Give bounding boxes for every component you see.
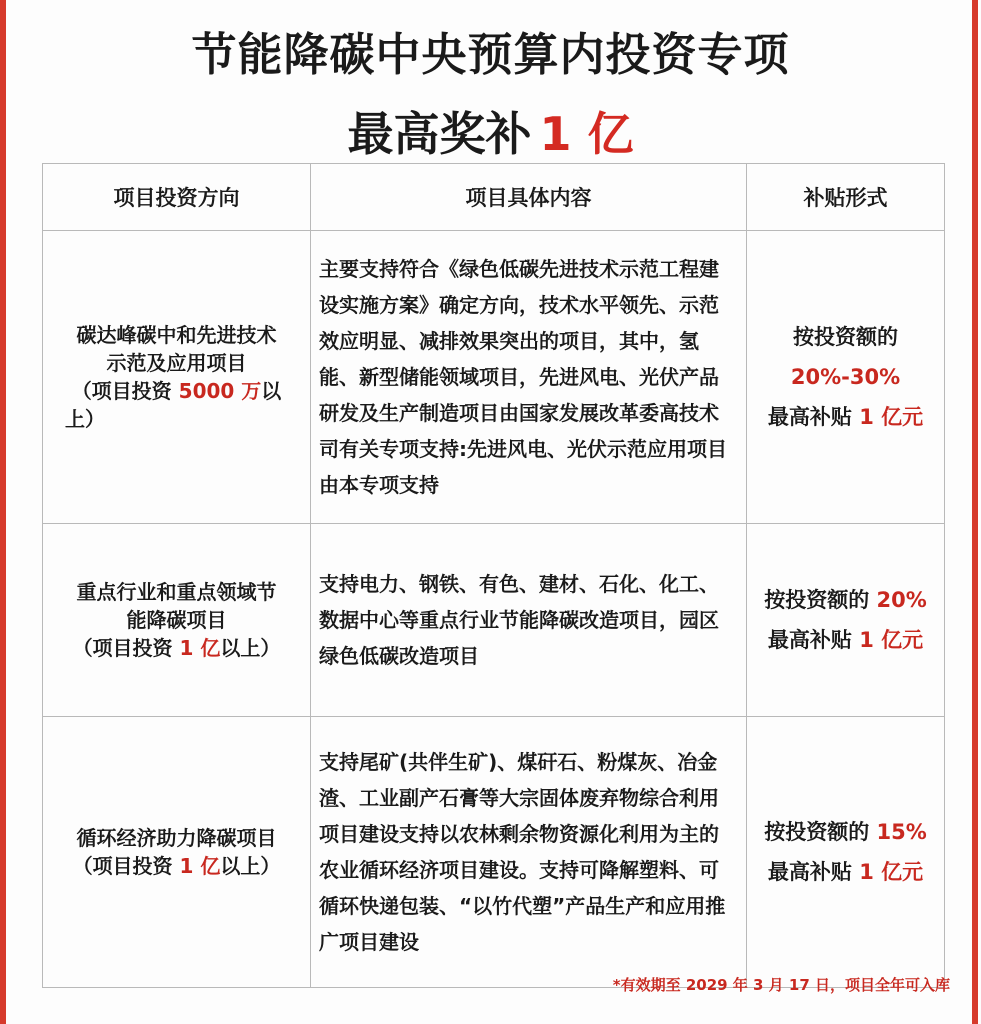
subsidy-basis: 按投资额的 — [793, 325, 898, 349]
content-cell: 主要支持符合《绿色低碳先进技术示范工程建设实施方案》确定方向，技术水平领先、示范效应明显、减排效果突出的项目，其中，氢能、新型储能领域项目，先进风电、光伏产品研发及生产制造项目由国家发展改革委高技术司有关专项支持:先进风电、光伏示范应用项目由本专项支持 — [311, 231, 747, 524]
subsidy-cap-prefix: 最高补贴 — [767, 860, 852, 884]
subsidy-cap — [751, 852, 940, 892]
header-subsidy: 补贴形式 — [747, 164, 945, 231]
subsidy-cell — [747, 231, 945, 524]
table-row — [43, 717, 945, 988]
direction-line: 碳达峰碳中和先进技术 — [76, 323, 277, 347]
table-row — [43, 524, 945, 717]
table-header-row — [43, 164, 945, 231]
subsidy-cap-prefix: 最高补贴 — [767, 405, 852, 429]
header-direction: 项目投资方向 — [43, 164, 311, 231]
investment-prefix: （项目投资 — [71, 379, 172, 403]
subsidy-cap-amount: 1 亿元 — [859, 860, 924, 884]
investment-amount: 1 亿 — [179, 636, 221, 660]
investment-wrap: 上） — [65, 407, 105, 431]
investment-amount: 1 亿 — [179, 854, 221, 878]
subsidy-cap — [751, 397, 940, 437]
subsidy-cap-amount: 1 亿元 — [859, 405, 924, 429]
direction-line: 示范及应用项目 — [106, 351, 247, 375]
subsidy-basis-line — [751, 812, 940, 852]
content-cell: 支持尾矿(共伴生矿)、煤矸石、粉煤灰、冶金渣、工业副产石膏等大宗固体废弃物综合利用项目建设支持以农林剩余物资源化利用为主的农业循环经济项目建设。支持可降解塑料、可循环快递包装、“以竹代塑”产品生产和应用推广项目建设 — [311, 717, 747, 988]
content-cell: 支持电力、钢铁、有色、建材、石化、化工、数据中心等重点行业节能降碳改造项目，园区绿色低碳改造项目 — [311, 524, 747, 717]
investment-suffix: 以上） — [220, 636, 281, 660]
subsidy-rate: 20% — [876, 588, 927, 612]
page-subtitle — [0, 98, 981, 164]
header-content: 项目具体内容 — [311, 164, 747, 231]
table-row — [43, 231, 945, 524]
direction-cell — [43, 231, 311, 524]
direction-line: 循环经济助力降碳项目 — [76, 826, 277, 850]
subsidy-basis: 按投资额的 — [764, 820, 870, 844]
investment-prefix: （项目投资 — [72, 636, 173, 660]
subsidy-cap-prefix: 最高补贴 — [767, 628, 852, 652]
investment-requirement — [51, 852, 302, 880]
investment-requirement — [51, 634, 302, 662]
investment-amount: 5000 万 — [178, 379, 262, 403]
subsidy-basis: 按投资额的 — [764, 588, 870, 612]
subsidy-cap — [751, 620, 940, 660]
direction-cell — [43, 717, 311, 988]
investment-prefix: （项目投资 — [72, 854, 173, 878]
subtitle-amount: 1 亿 — [539, 107, 634, 161]
validity-footnote: *有效期至 2029 年 3 月 17 日，项目全年可入库 — [612, 976, 950, 994]
direction-cell — [43, 524, 311, 717]
subsidy-rate: 15% — [876, 820, 927, 844]
page-title: 节能降碳中央预算内投资专项 — [191, 28, 790, 81]
subsidy-rate: 20%-30% — [790, 365, 901, 389]
subsidy-cell — [747, 717, 945, 988]
subsidy-basis-line — [751, 580, 940, 620]
investment-requirement — [51, 377, 302, 405]
investment-suffix: 以上） — [220, 854, 281, 878]
subsidy-table — [42, 163, 945, 988]
subtitle-prefix: 最高奖补 — [347, 107, 532, 161]
direction-line: 能降碳项目 — [126, 608, 227, 632]
direction-line: 重点行业和重点领域节 — [76, 580, 277, 604]
subsidy-cell — [747, 524, 945, 717]
investment-suffix: 以 — [261, 379, 282, 403]
subsidy-cap-amount: 1 亿元 — [859, 628, 924, 652]
